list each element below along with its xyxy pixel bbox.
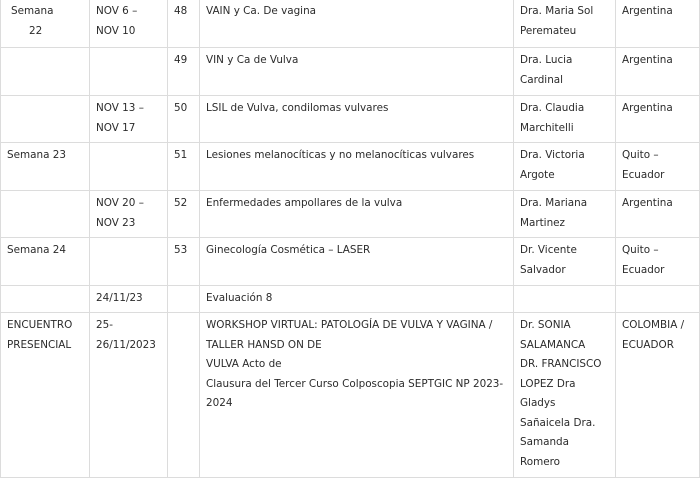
date-cell: NOV 13 – NOV 17 [90,96,168,143]
teacher-cell: Dr. SONIA SALAMANCA DR. FRANCISCO LOPEZ Dra Gladys Sañaicela Dra. Samanda Romero [514,313,616,478]
teacher-cell: Dra. Maria Sol Perematеu [514,0,616,48]
date-cell [90,143,168,191]
teacher-cell [514,286,616,313]
topic-cell: LSIL de Vulva, condilomas vulvares [200,96,514,143]
lesson-number-cell: 50 [168,96,200,143]
lesson-number-cell: 52 [168,191,200,238]
lesson-number-cell: 53 [168,238,200,286]
week-cell [1,286,90,313]
date-cell: 25- 26/11/2023 [90,313,168,478]
topic-cell: VAIN y Ca. De vagina [200,0,514,48]
table-row [1,48,700,96]
table-row [1,0,700,48]
lesson-number-cell [168,286,200,313]
week-cell: Semana 22 [1,0,90,48]
teacher-cell: Dra. Mariana Martinez [514,191,616,238]
table-row [1,191,700,238]
week-cell [1,191,90,238]
topic-cell: Enfermedades ampollares de la vulva [200,191,514,238]
location-cell: Argentina [616,96,700,143]
date-cell: NOV 20 – NOV 23 [90,191,168,238]
date-cell [90,48,168,96]
teacher-cell: Dra. Claudia Marchitelli [514,96,616,143]
week-cell: Semana 24 [1,238,90,286]
lesson-number-cell: 49 [168,48,200,96]
topic-cell: WORKSHOP VIRTUAL: PATOLOGÍA DE VULVA Y VAGINA / TALLER HANSD ON DE VULVA Acto de Clausura del Tercer Curso Colposcopia SEPTGIC NP 2023- 2024 [200,313,514,478]
topic-cell: Ginecología Cosmética – LASER [200,238,514,286]
lesson-number-cell [168,313,200,478]
location-cell [616,286,700,313]
location-cell: Argentina [616,48,700,96]
table-row [1,286,700,313]
topic-cell: Lesiones melanocíticas y no melanocíticas vulvares [200,143,514,191]
table-row [1,313,700,478]
topic-cell: Evaluación 8 [200,286,514,313]
table-row [1,238,700,286]
teacher-cell: Dra. Victoria Argote [514,143,616,191]
location-cell: Quito – Ecuador [616,238,700,286]
location-cell: Argentina [616,191,700,238]
date-cell: 24/11/23 [90,286,168,313]
week-cell [1,48,90,96]
date-cell: NOV 6 – NOV 10 [90,0,168,48]
table-row [1,143,700,191]
week-cell [1,96,90,143]
lesson-number-cell: 48 [168,0,200,48]
location-cell: Quito – Ecuador [616,143,700,191]
week-cell: ENCUENTRO PRESENCIAL [1,313,90,478]
location-cell: COLOMBIA / ECUADOR [616,313,700,478]
table-row [1,96,700,143]
teacher-cell: Dr. Vicente Salvador [514,238,616,286]
lesson-number-cell: 51 [168,143,200,191]
teacher-cell: Dra. Lucia Cardinal [514,48,616,96]
date-cell [90,238,168,286]
topic-cell: VIN y Ca de Vulva [200,48,514,96]
location-cell: Argentina [616,0,700,48]
week-cell: Semana 23 [1,143,90,191]
